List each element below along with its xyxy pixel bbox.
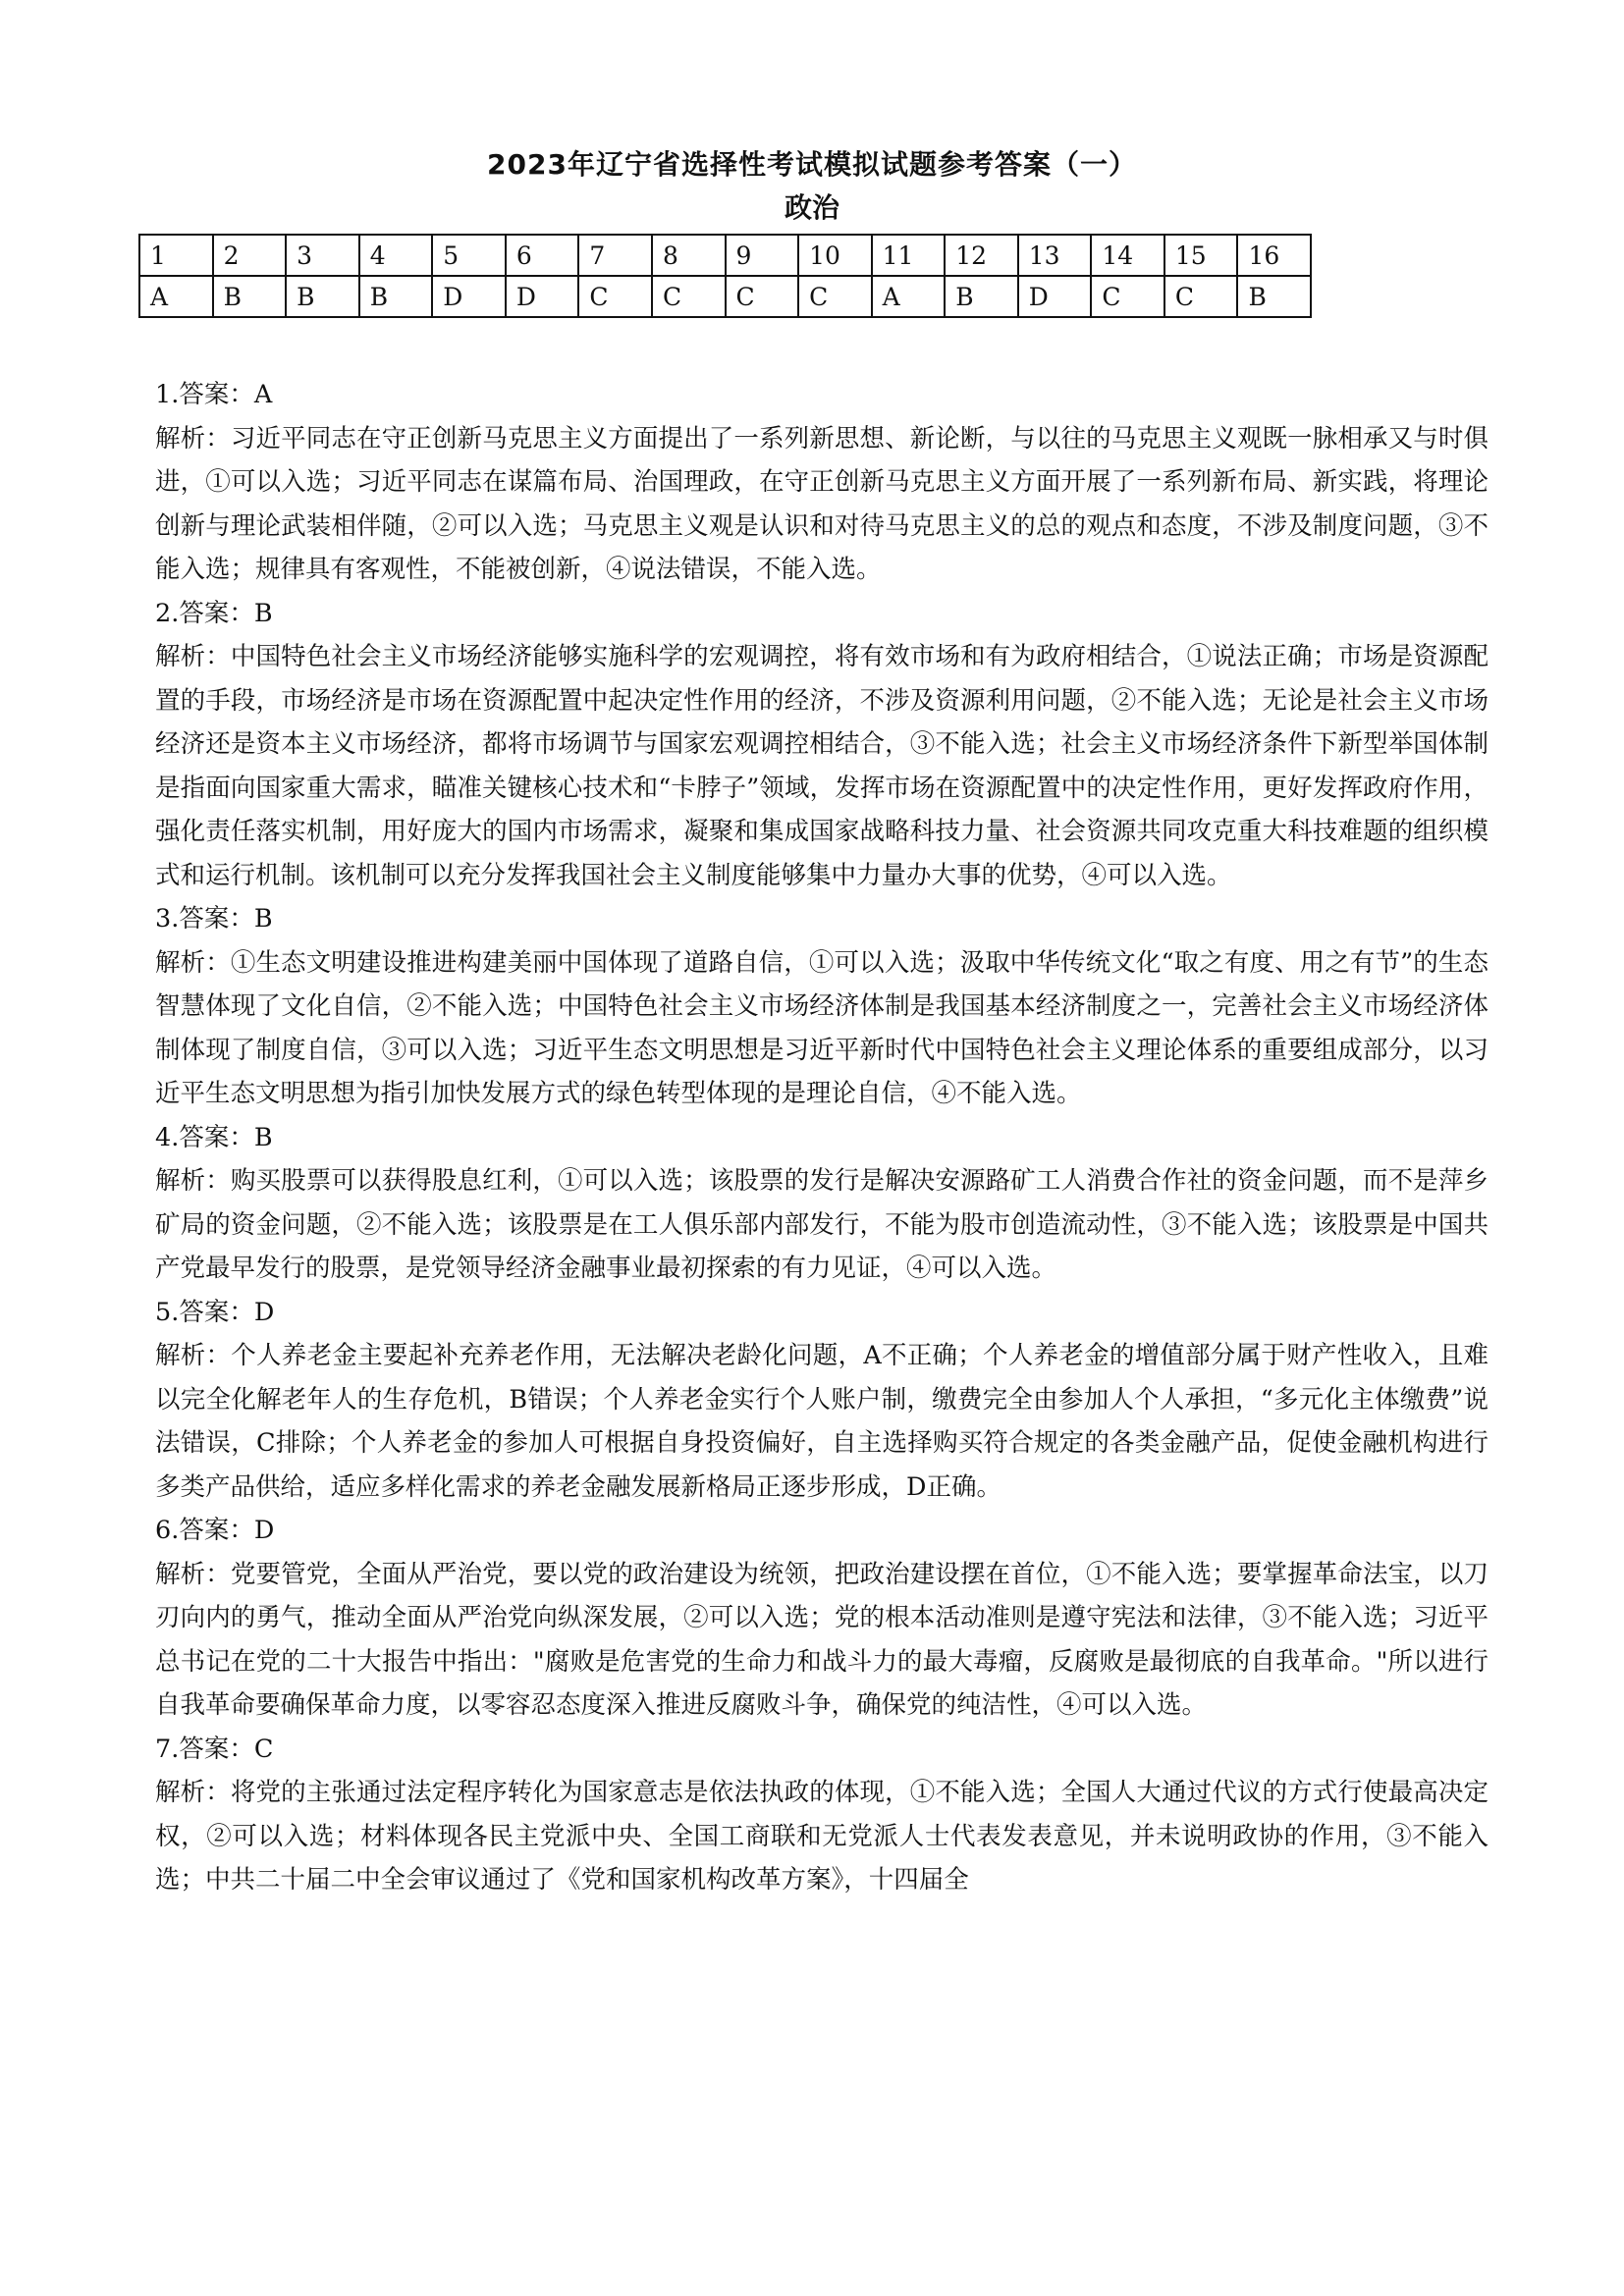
- question-block-4: [155, 1116, 1489, 1291]
- question-number-cell: 13: [1018, 235, 1092, 276]
- question-analysis: 解析：中国特色社会主义市场经济能够实施科学的宏观调控，将有效市场和有为政府相结合，①说法正确；市场是资源配置的手段，市场经济是市场在资源配置中起决定性作用的经济，不涉及资源利用问题，②不能入选；无论是社会主义市场经济还是资本主义市场经济，都将市场调节与国家宏观调控相结合，③不能入选；社会主义市场经济条件下新型举国体制是指面向国家重大需求，瞄准关键核心技术和“卡脖子”领域，发挥市场在资源配置中的决定性作用，更好发挥政府作用，强化责任落实机制，用好庞大的国内市场需求，凝聚和集成国家战略科技力量、社会资源共同攻克重大科技难题的组织模式和运行机制。该机制可以充分发挥我国社会主义制度能够集中力量办大事的优势，④可以入选。: [155, 642, 1489, 890]
- answer-cell: C: [726, 276, 799, 317]
- answer-cell: C: [1091, 276, 1164, 317]
- answer-cell: C: [798, 276, 872, 317]
- question-answer: 7.答案：C: [155, 1734, 274, 1764]
- question-number-cell: 6: [506, 235, 579, 276]
- answer-explanations: [155, 373, 1489, 1902]
- question-analysis: 解析：①生态文明建设推进构建美丽中国体现了道路自信，①可以入选；汲取中华传统文化“取之有度、用之有节”的生态智慧体现了文化自信，②不能入选；中国特色社会主义市场经济体制是我国基本经济制度之一，完善社会主义市场经济体制体现了制度自信，③可以入选；习近平生态文明思想是习近平新时代中国特色社会主义理论体系的重要组成部分，以习近平生态文明思想为指引加快发展方式的绿色转型体现的是理论自信，④不能入选。: [155, 947, 1489, 1108]
- answer-cell: C: [578, 276, 652, 317]
- question-block-1: [155, 373, 1489, 592]
- question-block-7: [155, 1728, 1489, 1902]
- question-block-5: [155, 1291, 1489, 1510]
- answer-cell: B: [1237, 276, 1311, 317]
- question-analysis: 解析：党要管党，全面从严治党，要以党的政治建设为统领，把政治建设摆在首位，①不能入选；要掌握革命法宝，以刀刃向内的勇气，推动全面从严治党向纵深发展，②可以入选；党的根本活动准则是遵守宪法和法律，③不能入选；习近平总书记在党的二十大报告中指出："腐败是危害党的生命力和战斗力的最大毒瘤，反腐败是最彻底的自我革命。"所以进行自我革命要确保革命力度，以零容忍态度深入推进反腐败斗争，确保党的纯洁性，④可以入选。: [155, 1559, 1489, 1720]
- answer-cell: B: [945, 276, 1018, 317]
- question-number-cell: 2: [213, 235, 287, 276]
- question-answer: 5.答案：D: [155, 1297, 275, 1327]
- question-analysis: 解析：将党的主张通过法定程序转化为国家意志是依法执政的体现，①不能入选；全国人大通过代议的方式行使最高决定权，②可以入选；材料体现各民主党派中央、全国工商联和无党派人士代表发表意见，并未说明政协的作用，③不能入选；中共二十届二中全会审议通过了《党和国家机构改革方案》，十四届全: [155, 1778, 1489, 1895]
- question-analysis: 解析：习近平同志在守正创新马克思主义方面提出了一系列新思想、新论断，与以往的马克思主义观既一脉相承又与时俱进，①可以入选；习近平同志在谋篇布局、治国理政，在守正创新马克思主义方面开展了一系列新布局、新实践，将理论创新与理论武装相伴随，②可以入选；马克思主义观是认识和对待马克思主义的总的观点和态度，不涉及制度问题，③不能入选；规律具有客观性，不能被创新，④说法错误，不能入选。: [155, 423, 1489, 584]
- question-block-2: [155, 592, 1489, 898]
- answer-cell: D: [432, 276, 506, 317]
- question-number-cell: 16: [1237, 235, 1311, 276]
- answer-cell: B: [213, 276, 287, 317]
- question-number-cell: 4: [359, 235, 433, 276]
- question-answer: 2.答案：B: [155, 598, 273, 628]
- question-number-cell: 9: [726, 235, 799, 276]
- question-number-cell: 1: [139, 235, 213, 276]
- question-number-cell: 7: [578, 235, 652, 276]
- answer-cell: B: [286, 276, 359, 317]
- answer-cell: C: [1164, 276, 1238, 317]
- question-answer: 6.答案：D: [155, 1516, 275, 1545]
- question-number-cell: 5: [432, 235, 506, 276]
- answer-cell: B: [359, 276, 433, 317]
- question-number-cell: 12: [945, 235, 1018, 276]
- question-block-6: [155, 1509, 1489, 1728]
- question-number-cell: 10: [798, 235, 872, 276]
- answer-table-number-row: [139, 235, 1311, 276]
- question-number-cell: 8: [652, 235, 726, 276]
- answer-cell: D: [1018, 276, 1092, 317]
- document-title: 2023年辽宁省选择性考试模拟试题参考答案（一）: [487, 148, 1137, 181]
- question-analysis: 解析：个人养老金主要起补充养老作用，无法解决老龄化问题，A不正确；个人养老金的增值部分属于财产性收入，且难以完全化解老年人的生存危机，B错误；个人养老金实行个人账户制，缴费完全由参加人个人承担，“多元化主体缴费”说法错误，C排除；个人养老金的参加人可根据自身投资偏好，自主选择购买符合规定的各类金融产品，促使金融机构进行多类产品供给，适应多样化需求的养老金融发展新格局正逐步形成，D正确。: [155, 1341, 1489, 1502]
- answer-cell: A: [872, 276, 946, 317]
- question-answer: 3.答案：B: [155, 904, 273, 934]
- question-answer: 1.答案：A: [155, 380, 273, 409]
- subject-title: 政治: [784, 191, 839, 224]
- answer-table: [138, 234, 1312, 318]
- question-analysis: 解析：购买股票可以获得股息红利，①可以入选；该股票的发行是解决安源路矿工人消费合作社的资金问题，而不是萍乡矿局的资金问题，②不能入选；该股票是在工人俱乐部内部发行，不能为股市创造流动性，③不能入选；该股票是中国共产党最早发行的股票，是党领导经济金融事业最初探索的有力见证，④可以入选。: [155, 1166, 1489, 1283]
- answer-table-answer-row: [139, 276, 1311, 317]
- question-number-cell: 11: [872, 235, 946, 276]
- answer-cell: A: [139, 276, 213, 317]
- question-number-cell: 3: [286, 235, 359, 276]
- question-answer: 4.答案：B: [155, 1122, 273, 1152]
- answer-cell: D: [506, 276, 579, 317]
- question-number-cell: 15: [1164, 235, 1238, 276]
- answer-cell: C: [652, 276, 726, 317]
- question-number-cell: 14: [1091, 235, 1164, 276]
- question-block-3: [155, 897, 1489, 1116]
